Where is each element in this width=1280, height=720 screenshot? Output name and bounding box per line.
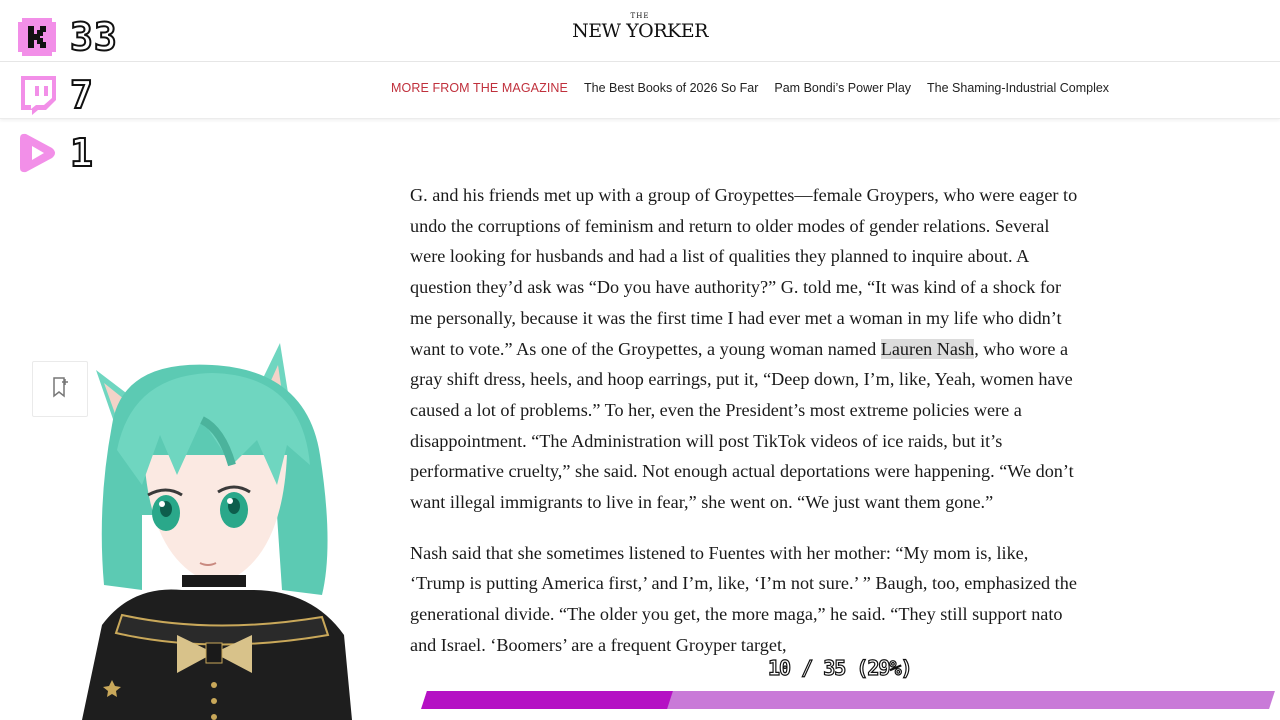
nav-link-best-books[interactable]: The Best Books of 2026 So Far — [583, 81, 759, 95]
kick-count: 33 — [70, 15, 118, 59]
new-yorker-logo[interactable] — [0, 12, 1280, 42]
article-paragraph: Nash said that she sometimes listened to Fuentes with her mother: “My mom is, like, ‘Trump is putting America first,’ and I’m, like, ‘I’m not sure.’ ” Baugh, too, emphasized the generational divide. “The older you get, the more maga,” he said. “They still support nato and Israel. ‘Boomers’ are a frequent Groyper target, — [410, 542, 1077, 655]
youtube-play-icon — [16, 132, 58, 174]
twitch-icon — [16, 74, 58, 116]
bookmark-add-icon — [50, 376, 70, 403]
paragraph-text: , who wore a gray shift dress, heels, and hoop earrings, put it, “Deep down, I’m, like, Yeah, women have caused a lot of problems.” To her, even the President’s most extreme policies were a disappointment. “The Administration will post TikTok videos of ice raids, but it’s performative cruelty,” she said. Not enough actual deportations were happening. “We don’t want illegal immigrants to live in fear,” she went on. “We just want them gone.” — [410, 338, 1074, 513]
progress-bar — [421, 691, 1275, 709]
progress-label: 10 / 35 (29%) — [768, 656, 912, 680]
article-body — [410, 180, 1080, 681]
youtube-count: 1 — [70, 131, 94, 175]
magazine-nav — [0, 62, 1280, 119]
kick-icon — [16, 16, 58, 58]
article-paragraph — [410, 180, 1080, 518]
nav-link-pam-bondi[interactable]: Pam Bondi’s Power Play — [774, 81, 912, 95]
progress-bar-fill — [421, 691, 673, 709]
vtuber-avatar — [82, 335, 352, 720]
kick-counter — [16, 16, 118, 58]
site-header — [0, 0, 1280, 62]
nav-links — [391, 81, 1109, 95]
logo-wordmark: NEW YORKER — [572, 20, 708, 42]
twitch-counter — [16, 74, 94, 116]
highlighted-name[interactable]: Lauren Nash — [880, 338, 975, 359]
bookmark-button[interactable] — [32, 361, 88, 417]
nav-more-from-magazine[interactable]: MORE FROM THE MAGAZINE — [391, 81, 568, 95]
paragraph-text: G. and his friends met up with a group of Groypettes—female Groypers, who were eager to undo the corruptions of feminism and return to older modes of gender relations. Several were looking for husbands and had a list of qualities they planned to inquire about. A question they’d ask was “Do you have authority?” G. told me, “It was kind of a shock for me personally, because it was the first time I had ever met a woman in my life who didn’t want to vote.” As one of the Groypettes, a young woman named — [410, 185, 1078, 359]
logo-the: THE — [630, 12, 650, 20]
youtube-counter — [16, 132, 94, 174]
nav-link-shaming-industrial[interactable]: The Shaming-Industrial Complex — [927, 81, 1110, 95]
twitch-count: 7 — [70, 73, 94, 117]
